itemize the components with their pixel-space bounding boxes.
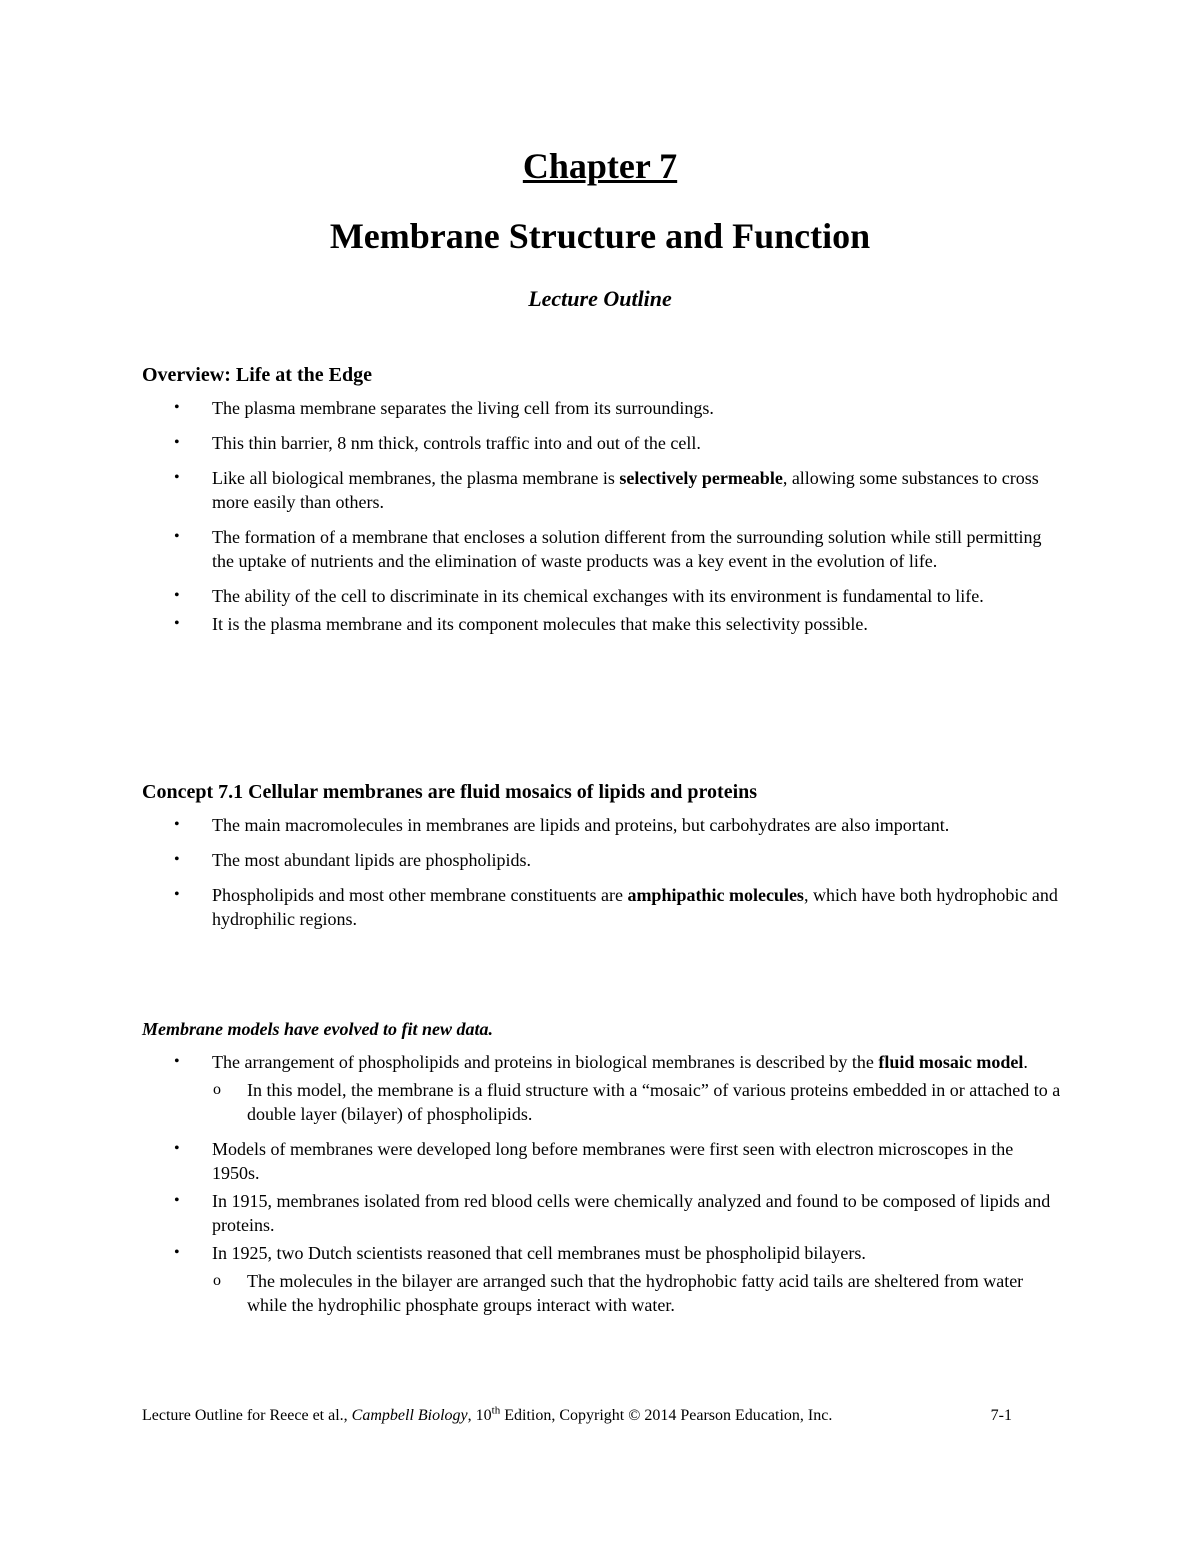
bullet-icon: •: [174, 1053, 180, 1070]
bullet-icon: •: [174, 1192, 180, 1209]
overview-section: [142, 362, 1062, 647]
list-item: • The main macromolecules in membranes are lipids and proteins, but carbohydrates are also important.: [174, 815, 950, 835]
bullet-icon: •: [174, 587, 180, 604]
list-item: • This thin barrier, 8 nm thick, controls traffic into and out of the cell.: [174, 433, 701, 453]
concept-heading: Concept 7.1 Cellular membranes are fluid mosaics of lipids and proteins: [142, 781, 758, 803]
list-item: • Like all biological membranes, the plasma membrane is selectively permeable, allowing some substances to cross more easily than others.: [174, 468, 1039, 512]
sub-list-item: o In this model, the membrane is a fluid structure with a “mosaic” of various proteins embedded in or attached to a double layer (bilayer) of phospholipids.: [213, 1080, 1061, 1124]
bullet-icon: •: [174, 528, 180, 545]
list-item: • Phospholipids and most other membrane constituents are amphipathic molecules, which have both hydrophobic and hydrophilic regions.: [174, 885, 1058, 929]
sub-bullet-icon: o: [213, 1081, 221, 1098]
models-section: [142, 1016, 1062, 1328]
bullet-icon: •: [174, 434, 180, 451]
key-term: selectively permeable: [619, 468, 783, 488]
document-title: Membrane Structure and Function: [329, 216, 871, 256]
list-item: • The ability of the cell to discriminate in its chemical exchanges with its environment is fundamental to life.: [174, 586, 984, 606]
page-number: 7-1: [990, 1407, 1012, 1424]
overview-heading: Overview: Life at the Edge: [142, 364, 372, 386]
sub-list: [212, 1269, 1062, 1317]
bullet-icon: •: [174, 615, 180, 632]
bullet-icon: •: [174, 851, 180, 868]
bullet-icon: •: [174, 1244, 180, 1261]
key-term: amphipathic molecules: [627, 885, 804, 905]
concept-section: [142, 779, 1062, 942]
document-subtitle: Lecture Outline: [528, 286, 672, 311]
book-title: Campbell Biology: [351, 1407, 468, 1424]
bullet-icon: •: [174, 886, 180, 903]
list-item: • The arrangement of phospholipids and proteins in biological membranes is described by the fluid mosaic model. o In this model, the membrane is a fluid structure with a “mosaic” of various proteins embedded in or attached to a double layer (bilayer) of phospholipids.: [174, 1052, 1061, 1124]
footer-text: Lecture Outline for Reece et al.,: [142, 1407, 352, 1424]
page-footer: Lecture Outline for Reece et al., Campbell Biology, 10th Edition, Copyright © 2014 Pearson Education, Inc. 7-1: [142, 1405, 1012, 1427]
bullet-icon: •: [174, 1140, 180, 1157]
models-bullet-list: [142, 1050, 1062, 1317]
sub-bullet-icon: o: [213, 1272, 221, 1289]
list-item: • It is the plasma membrane and its component molecules that make this selectivity possible.: [174, 614, 868, 634]
overview-bullet-list: [142, 396, 1062, 636]
sub-list-item: o The molecules in the bilayer are arranged such that the hydrophobic fatty acid tails are sheltered from water while the hydrophilic phosphate groups interact with water.: [213, 1271, 1024, 1315]
list-item: • In 1925, two Dutch scientists reasoned that cell membranes must be phospholipid bilayers. o The molecules in the bilayer are arranged such that the hydrophobic fatty acid tails are sheltered from water while the hydrophilic phosphate groups interact with water.: [142, 1241, 1062, 1317]
list-item: • In 1915, membranes isolated from red blood cells were chemically analyzed and found to be composed of lipids and proteins.: [174, 1191, 1051, 1235]
sub-list: [212, 1078, 1062, 1126]
list-item: • The plasma membrane separates the living cell from its surroundings.: [174, 398, 714, 418]
bullet-icon: •: [174, 469, 180, 486]
chapter-number: Chapter 7: [522, 146, 678, 186]
bullet-icon: •: [174, 399, 180, 416]
list-item: • The formation of a membrane that encloses a solution different from the surrounding solution while still permitting the uptake of nutrients and the elimination of waste products was a key event in the evolution of life.: [174, 527, 1042, 571]
bullet-icon: •: [174, 816, 180, 833]
models-heading: Membrane models have evolved to fit new data.: [142, 1019, 493, 1039]
key-term: fluid mosaic model: [878, 1052, 1024, 1072]
list-item: • Models of membranes were developed long before membranes were first seen with electron microscopes in the 1950s.: [174, 1139, 1014, 1183]
list-item: • The most abundant lipids are phospholipids.: [174, 850, 531, 870]
concept-bullet-list: [142, 813, 1062, 931]
